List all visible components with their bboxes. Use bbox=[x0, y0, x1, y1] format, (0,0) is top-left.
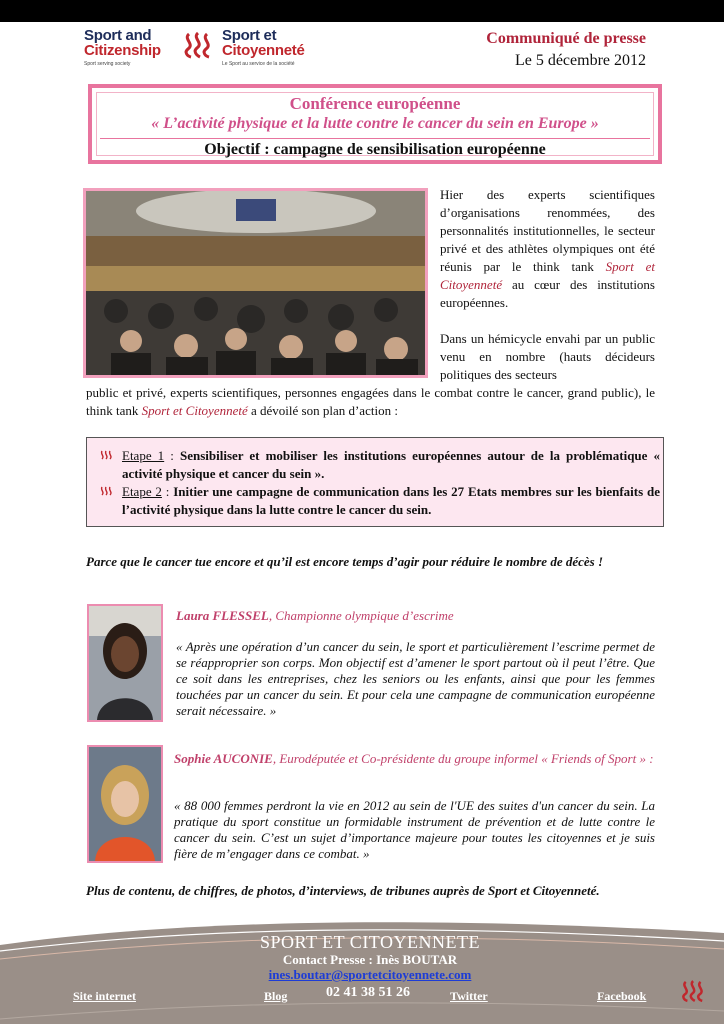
step-1-separator: : bbox=[164, 448, 180, 463]
step-1-text: Sensibiliser et mobiliser les institutions européennes autour de la problématique « activité physique et cancer du sein ». bbox=[122, 448, 661, 481]
intro-p1-text-a: Hier des experts scientifiques d’organisations renommées, des personnalités institutionnelles, le secteur privé et des athlètes olympiques ont été réunis par le think tank bbox=[440, 187, 655, 274]
logo-fr-line2: Citoyenneté bbox=[222, 42, 305, 59]
footer-link-twitter[interactable]: Twitter bbox=[450, 989, 488, 1003]
footer-swirl-logo-icon bbox=[680, 978, 708, 1004]
logo-sport-et-citoyennete bbox=[222, 28, 305, 68]
conference-hall-photo bbox=[83, 188, 428, 378]
step-2 bbox=[122, 483, 660, 519]
intro-p2-brand: Sport et Citoyenneté bbox=[141, 403, 248, 418]
quote-2-name: Sophie AUCONIE bbox=[174, 751, 273, 766]
quote-1-text: « Après une opération d’un cancer du sein, le sport et particulièrement l’escrime permet de se réapproprier son corps. Mon objectif est d’amener le sport partout où il peut l’être. Que ce soit dans les entreprises, chez les seniors ou les enfants, ainsi que pour les femmes touchées par un cancer du sein. Et pour cela une campagne de communication européenne serait nécessaire. » bbox=[176, 639, 655, 718]
footer-email-link[interactable]: ines.boutar@sportetcitoyennete.com bbox=[268, 967, 472, 982]
intro-paragraph-1 bbox=[440, 186, 655, 312]
step-1-label: Etape 1 bbox=[122, 448, 165, 463]
title-box bbox=[88, 84, 662, 164]
footer-link-facebook[interactable]: Facebook bbox=[597, 989, 647, 1003]
quote-2-text: « 88 000 femmes perdront la vie en 2012 au sein de l'UE des suites d'un cancer du sein. La pratique du sport constitue un formidable instrument de prévention et de lutte contre le cancer du sein. C’est un sujet d’importance majeure pour toutes les citoyennes et je suis fière de m’engager dans ce combat. » bbox=[174, 798, 655, 861]
call-to-action: Parce que le cancer tue encore et qu’il est encore temps d’agir pour réduire le nombre de décès ! bbox=[86, 554, 604, 569]
footer-link-website[interactable]: Site internet bbox=[73, 989, 136, 1003]
step-2-separator: : bbox=[161, 484, 174, 499]
quote-2-role: , Eurodéputée et Co-présidente du groupe informel « Friends of Sport » : bbox=[272, 751, 654, 766]
step-1 bbox=[122, 447, 660, 483]
logo-fr-line1: Sport et bbox=[222, 27, 277, 44]
logo-sc-line1: Sport and bbox=[84, 27, 152, 44]
conference-title: Conférence européenne bbox=[289, 94, 461, 113]
logo-sc-line2: Citizenship bbox=[84, 42, 161, 59]
title-divider bbox=[100, 138, 650, 139]
intro-p2-top-text: Dans un hémicycle envahi par un public venu en nombre (hauts décideurs politiques des secteurs bbox=[440, 331, 655, 382]
press-release-date: Le 5 décembre 2012 bbox=[514, 52, 646, 69]
quote-1-role: , Championne olympique d’escrime bbox=[268, 608, 454, 623]
intro-paragraph-2-top bbox=[440, 330, 655, 384]
step-2-text: Initier une campagne de communication dans les 27 Etats membres sur les bienfaits de l’activité physique dans la lutte contre le cancer du sein. bbox=[122, 484, 660, 517]
quote-1-name: Laura FLESSEL bbox=[176, 608, 269, 623]
portrait-sophie-auconie bbox=[87, 745, 163, 863]
intro-p2-text-a: public et privé, experts scientifiques, personnes engagées dans le combat contre le cancer, grand public), le think tank bbox=[86, 385, 655, 418]
swirl-bullet-icon bbox=[100, 450, 112, 462]
footer-org-name: SPORT ET CITOYENNETE bbox=[260, 932, 480, 952]
step-2-label: Etape 2 bbox=[122, 484, 162, 499]
footer-link-blog[interactable]: Blog bbox=[264, 989, 288, 1003]
quote-1-author bbox=[176, 608, 454, 624]
swirl-logo-icon bbox=[182, 30, 216, 60]
portrait-laura-flessel bbox=[87, 604, 163, 722]
intro-paragraph-2-bottom bbox=[86, 384, 655, 420]
logo-sport-and-citizenship bbox=[84, 28, 161, 68]
press-release-label: Communiqué de presse bbox=[486, 30, 646, 47]
conference-objective: Objectif : campagne de sensibilisation européenne bbox=[204, 141, 546, 158]
intro-p2-text-b: a dévoilé son plan d’action : bbox=[247, 403, 398, 418]
conference-subtitle: « L’activité physique et la lutte contre le cancer du sein en Europe » bbox=[151, 115, 599, 132]
footer-press-contact: Contact Presse : Inès BOUTAR bbox=[282, 952, 458, 967]
logo-sc-tagline: Sport serving society bbox=[84, 61, 131, 67]
swirl-bullet-icon bbox=[100, 486, 112, 498]
intro-p1-text-b: au cœur des institutions européennes. bbox=[440, 277, 655, 310]
action-plan-box bbox=[86, 437, 664, 527]
intro-p1-brand: Sport et Citoyenneté bbox=[440, 259, 655, 292]
closing-line: Plus de contenu, de chiffres, de photos, d’interviews, de tribunes auprès de Sport et Citoyenneté. bbox=[86, 883, 600, 898]
logo-fr-tagline: Le Sport au service de la société bbox=[222, 61, 295, 67]
top-black-bar bbox=[0, 0, 724, 22]
footer-phone: 02 41 38 51 26 bbox=[326, 985, 410, 1000]
quote-2-author bbox=[174, 750, 655, 768]
